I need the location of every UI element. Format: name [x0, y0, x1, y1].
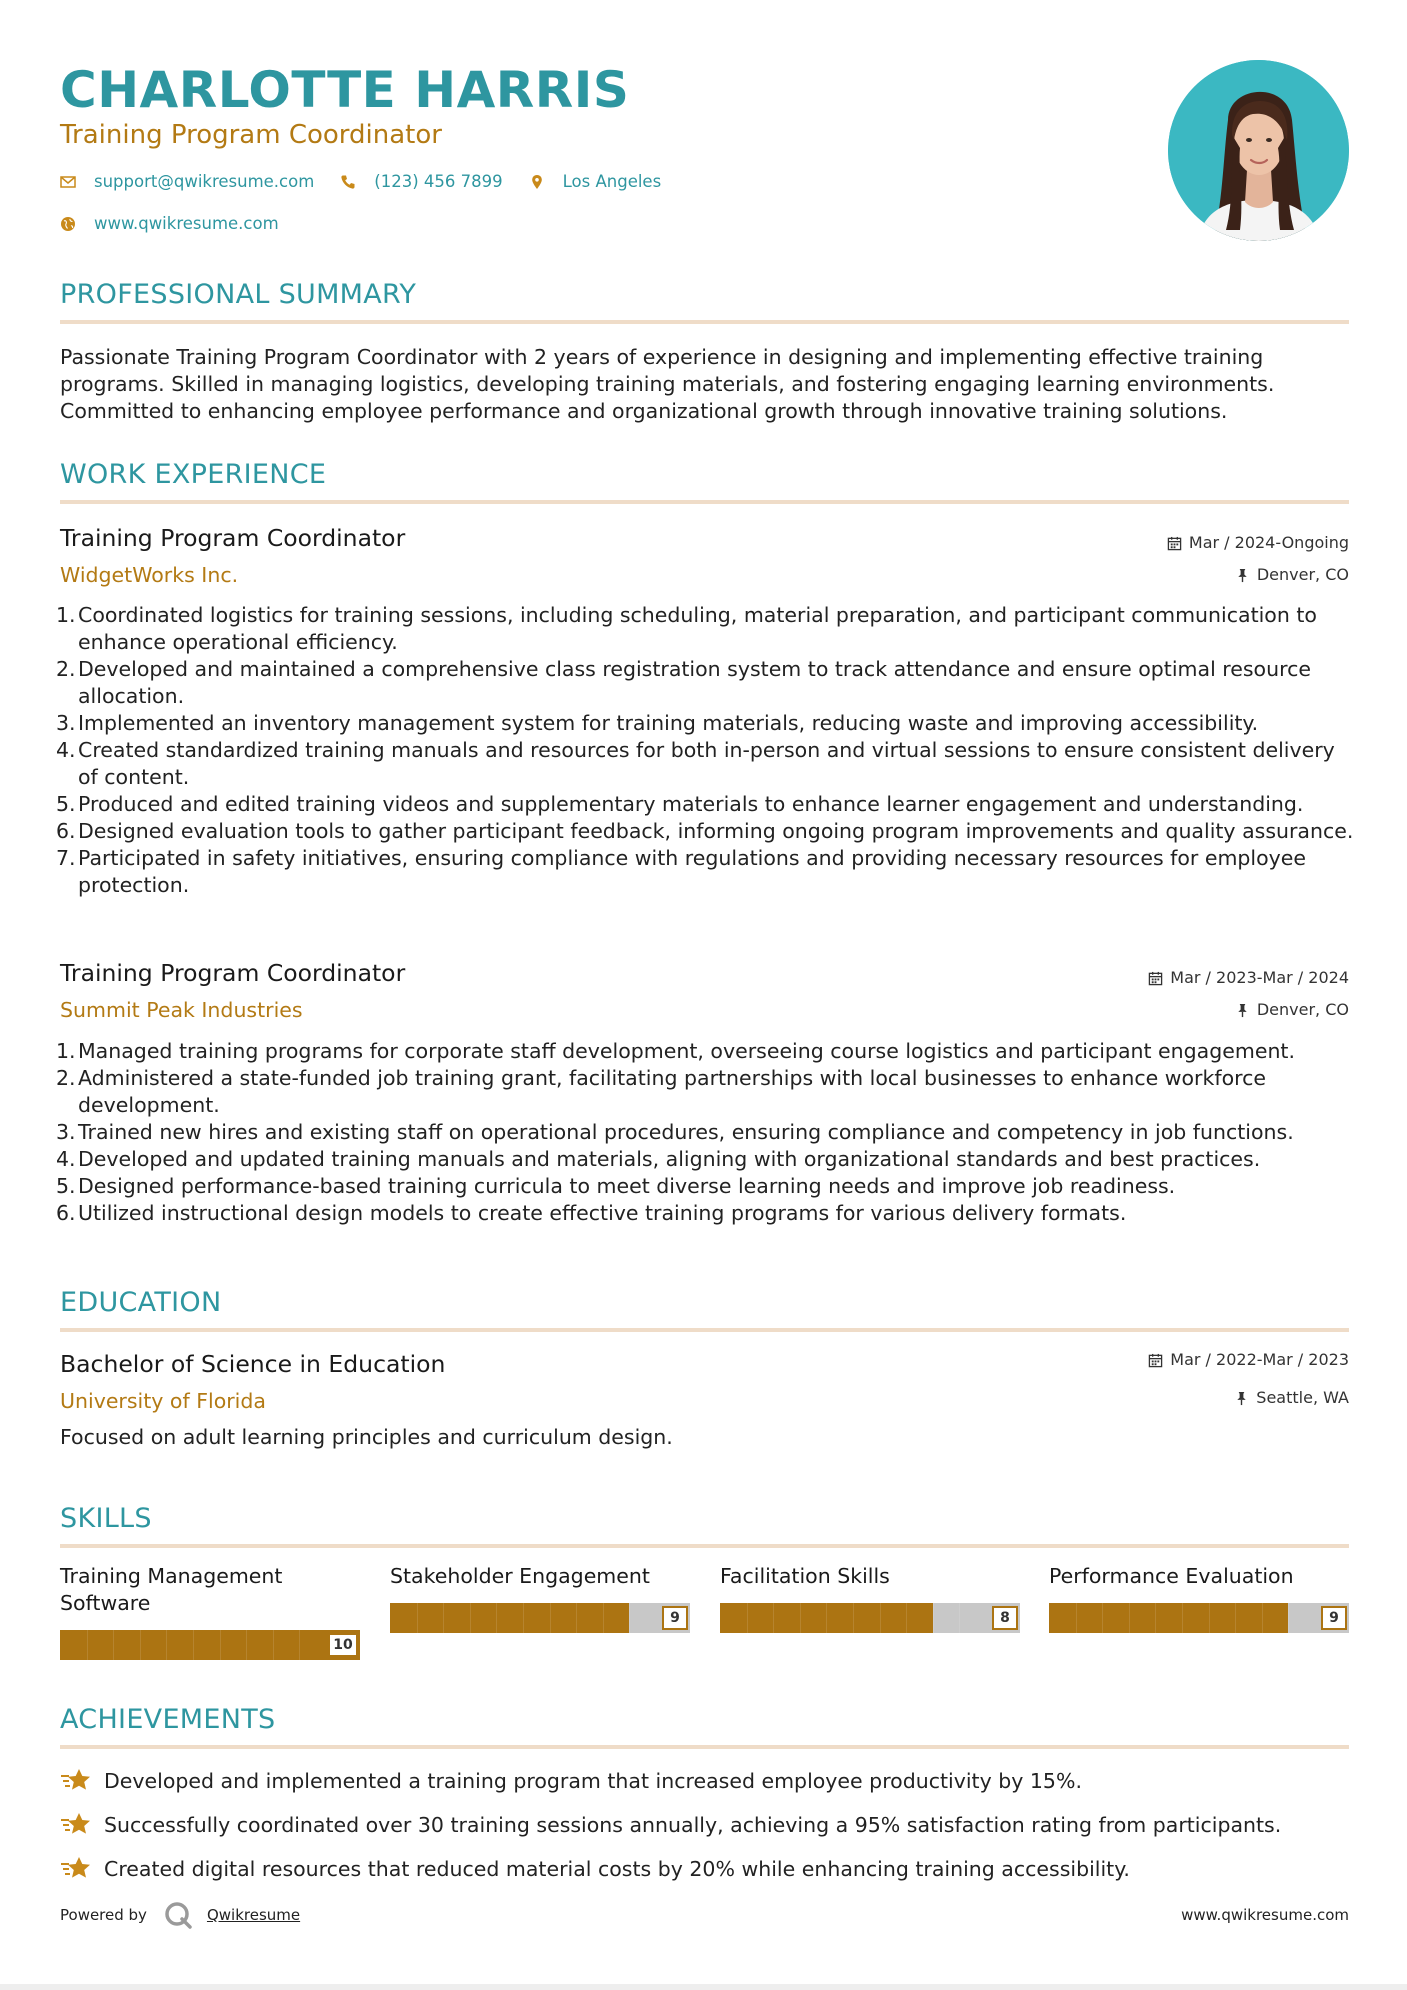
calendar-icon [1148, 1353, 1163, 1368]
skill-bar-segment [1155, 1603, 1156, 1633]
skill-bar [1049, 1603, 1349, 1633]
job-dates [1167, 533, 1349, 553]
contact-phone[interactable] [340, 172, 502, 191]
skill-name: Stakeholder Engagement [390, 1564, 650, 1588]
education-dates-text: Mar / 2022-Mar / 2023 [1170, 1350, 1349, 1369]
education-heading: EDUCATION [60, 1287, 222, 1318]
section-divider [60, 1544, 1349, 1548]
education-location-text: Seattle, WA [1256, 1388, 1349, 1407]
skill-level-badge: 9 [662, 1606, 688, 1630]
skill-name: Facilitation Skills [720, 1564, 890, 1588]
candidate-title: Training Program Coordinator [60, 120, 442, 150]
skill-item [720, 1563, 1020, 1626]
skill-level-badge: 10 [328, 1633, 358, 1657]
skill-bar-segment [906, 1603, 907, 1633]
achievements-section [60, 1703, 1349, 1749]
job-location [1235, 1000, 1349, 1020]
job-company: WidgetWorks Inc. [60, 563, 239, 587]
location-text: Los Angeles [562, 172, 662, 191]
globe-icon [60, 216, 76, 232]
skill-name: Performance Evaluation [1049, 1564, 1294, 1588]
star-icon [60, 1811, 92, 1839]
skills-section [60, 1502, 1349, 1548]
section-divider [60, 1328, 1349, 1332]
summary-heading: PROFESSIONAL SUMMARY [60, 279, 417, 310]
job-bullets [56, 1038, 1355, 1227]
calendar-icon [1167, 536, 1182, 551]
skill-bar-segment [1182, 1603, 1183, 1633]
pushpin-icon [1235, 568, 1250, 583]
skill-bar-segment [1235, 1603, 1236, 1633]
portrait-illustration [1168, 60, 1349, 241]
skill-bar-segment [1129, 1603, 1130, 1633]
skill-name: Training Management Software [60, 1564, 283, 1615]
skills-heading: SKILLS [60, 1503, 152, 1534]
achievement-text: Successfully coordinated over 30 training sessions annually, achieving a 95% satisfaction rating from participants. [104, 1812, 1282, 1837]
envelope-icon [60, 174, 76, 190]
pushpin-icon [1235, 1003, 1250, 1018]
experience-section [60, 458, 1349, 504]
achievement-item [60, 1767, 1082, 1795]
list-item: 6. Utilized instructional design models to create effective training programs for various delivery formats. [56, 1201, 1127, 1225]
experience-heading: WORK EXPERIENCE [60, 459, 327, 490]
list-item: 2. Developed and maintained a comprehensive class registration system to track attendance and ensure optimal resource allocation. [56, 657, 1311, 708]
list-item: 1. Managed training programs for corporate staff development, overseeing course logistics and participant engagement. [56, 1039, 1295, 1063]
skill-bar-segment [629, 1603, 630, 1633]
qwikresume-logo-icon [163, 1900, 193, 1930]
skill-bar-segment [1262, 1603, 1263, 1633]
skill-bar-segment [470, 1603, 471, 1633]
skill-bar-segment [959, 1603, 960, 1633]
skill-bar-segment [417, 1603, 418, 1633]
skill-bar-segment [550, 1603, 551, 1633]
contact-row [60, 172, 687, 191]
star-icon [60, 1767, 92, 1795]
skill-bar-segment [1102, 1603, 1103, 1633]
section-divider [60, 500, 1349, 504]
job-location-text: Denver, CO [1256, 565, 1349, 584]
skill-item [390, 1563, 690, 1626]
powered-by-label: Powered by [60, 1906, 147, 1924]
skill-bar [720, 1603, 1020, 1633]
skill-bar-segment [220, 1630, 221, 1660]
skill-bar-fill [1049, 1603, 1288, 1633]
skill-level-badge: 8 [992, 1606, 1018, 1630]
skill-bar-segment [933, 1603, 934, 1633]
skill-bar-segment [853, 1603, 854, 1633]
phone-text: (123) 456 7899 [374, 172, 503, 191]
profile-photo [1168, 60, 1349, 241]
job-dates-text: Mar / 2023-Mar / 2024 [1170, 968, 1349, 987]
skill-item [60, 1563, 360, 1653]
list-item: 3. Trained new hires and existing staff on operational procedures, ensuring compliance and competency in job functions. [56, 1120, 1294, 1144]
education-location [1234, 1388, 1349, 1408]
skill-bar-segment [273, 1630, 274, 1660]
job-title: Training Program Coordinator [60, 959, 406, 987]
school-name: University of Florida [60, 1389, 266, 1413]
skill-bar-segment [246, 1630, 247, 1660]
achievement-text: Created digital resources that reduced material costs by 20% while enhancing training accessibility. [104, 1856, 1130, 1881]
star-icon [60, 1855, 92, 1883]
skill-bar-segment [87, 1630, 88, 1660]
job-location [1235, 565, 1349, 585]
degree-title: Bachelor of Science in Education [60, 1350, 446, 1378]
skill-bar-segment [576, 1603, 577, 1633]
contact-website[interactable] [60, 214, 279, 233]
job-bullets [56, 602, 1355, 899]
skill-bar-segment [800, 1603, 801, 1633]
skill-bar [60, 1630, 360, 1660]
list-item: 1. Coordinated logistics for training sessions, including scheduling, material preparation, and participant communication to enhance operational efficiency. [56, 603, 1317, 654]
contact-location [529, 172, 662, 191]
list-item: 6. Designed evaluation tools to gather participant feedback, informing ongoing program improvements and quality assurance. [56, 819, 1354, 843]
skill-bar-segment [1076, 1603, 1077, 1633]
phone-icon [340, 174, 356, 190]
website-text: www.qwikresume.com [94, 214, 279, 233]
skill-bar-segment [880, 1603, 881, 1633]
pushpin-icon [1234, 1391, 1249, 1406]
education-section [60, 1286, 1349, 1332]
skill-bar-segment [747, 1603, 748, 1633]
achievements-heading: ACHIEVEMENTS [60, 1704, 276, 1735]
summary-text: Passionate Training Program Coordinator with 2 years of experience in designing and implementing effective training programs. Skilled in managing logistics, developing training materials, and fostering engaging learning environments. Committed to enhancing employee performance and organizational growth through innovative training solutions. [60, 345, 1275, 423]
list-item: 5. Produced and edited training videos and supplementary materials to enhance learner engagement and understanding. [56, 792, 1304, 816]
skill-bar-segment [1288, 1603, 1289, 1633]
achievement-text: Developed and implemented a training program that increased employee productivity by 15%. [104, 1768, 1082, 1793]
skill-bar-segment [773, 1603, 774, 1633]
skill-bar-segment [496, 1603, 497, 1633]
job-dates [1148, 968, 1349, 988]
job-title: Training Program Coordinator [60, 524, 406, 552]
contact-email[interactable] [60, 172, 314, 191]
skill-bar-segment [443, 1603, 444, 1633]
page-bottom-strip [0, 1984, 1407, 1990]
list-item: 7. Participated in safety initiatives, ensuring compliance with regulations and providing necessary resources for employee protection. [56, 846, 1307, 897]
job-dates-text: Mar / 2024-Ongoing [1188, 533, 1349, 552]
achievement-item [60, 1855, 1130, 1883]
candidate-name: CHARLOTTE HARRIS [60, 61, 630, 119]
skill-bar-segment [1209, 1603, 1210, 1633]
skill-bar-segment [140, 1630, 141, 1660]
skill-bar-segment [523, 1603, 524, 1633]
skill-bar-fill [390, 1603, 629, 1633]
skill-bar-segment [826, 1603, 827, 1633]
calendar-icon [1148, 971, 1163, 986]
skill-bar [390, 1603, 690, 1633]
job-location-text: Denver, CO [1256, 1000, 1349, 1019]
email-text: support@qwikresume.com [94, 172, 315, 191]
list-item: 2. Administered a state-funded job training grant, facilitating partnerships with local businesses to enhance workforce development. [56, 1066, 1266, 1117]
brand-link[interactable]: Qwikresume [206, 1906, 301, 1924]
section-divider [60, 1745, 1349, 1749]
education-dates [1148, 1350, 1349, 1370]
footer-branding [60, 1900, 300, 1930]
job-company: Summit Peak Industries [60, 998, 303, 1022]
map-pin-icon [529, 174, 545, 190]
footer-website[interactable]: www.qwikresume.com [1181, 1906, 1349, 1924]
list-item: 5. Designed performance-based training curricula to meet diverse learning needs and improve job readiness. [56, 1174, 1176, 1198]
skill-bar-segment [166, 1630, 167, 1660]
skill-bar-fill [60, 1630, 360, 1660]
skill-bar-segment [113, 1630, 114, 1660]
skill-bar-segment [193, 1630, 194, 1660]
list-item: 4. Created standardized training manuals and resources for both in-person and virtual sessions to ensure consistent delivery of content. [56, 738, 1335, 789]
contact-row-2 [60, 214, 305, 233]
list-item: 3. Implemented an inventory management system for training materials, reducing waste and improving accessibility. [56, 711, 1259, 735]
skill-bar-segment [299, 1630, 300, 1660]
skill-item [1049, 1563, 1349, 1626]
education-description: Focused on adult learning principles and curriculum design. [60, 1425, 673, 1449]
summary-section [60, 278, 1349, 324]
skill-level-badge: 9 [1321, 1606, 1347, 1630]
skill-bar-segment [603, 1603, 604, 1633]
list-item: 4. Developed and updated training manuals and materials, aligning with organizational standards and best practices. [56, 1147, 1261, 1171]
achievement-item [60, 1811, 1281, 1839]
section-divider [60, 320, 1349, 324]
